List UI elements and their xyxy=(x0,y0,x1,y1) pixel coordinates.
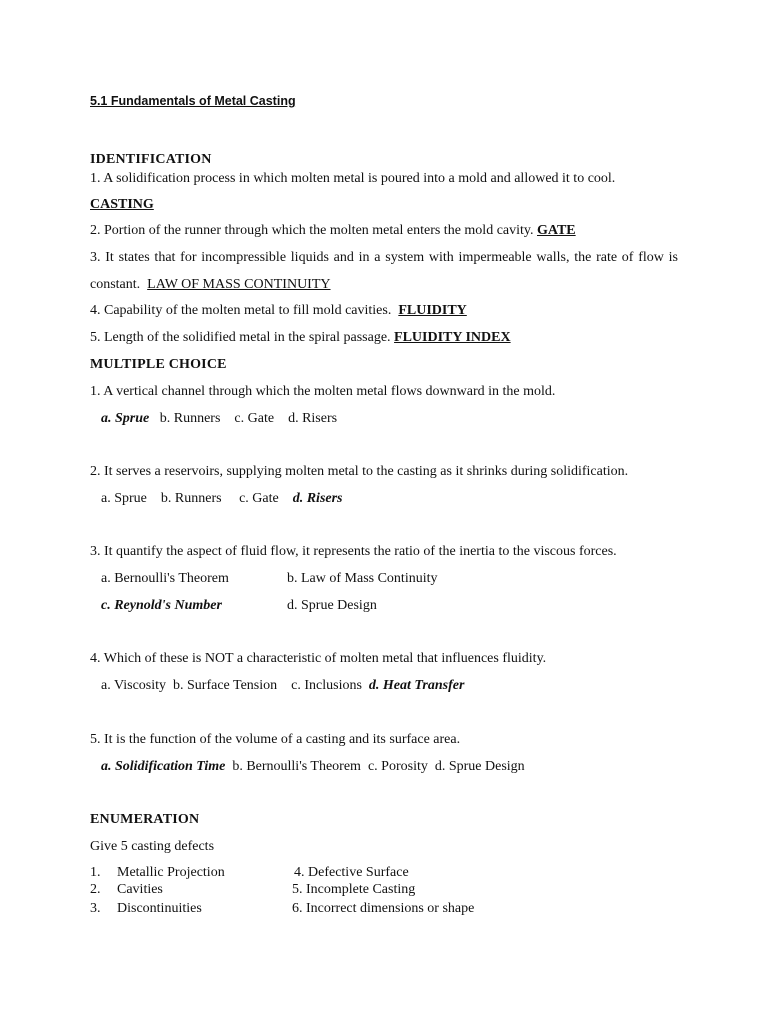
identification-question-3: 3. It states that for incompressible liquids and in a system with impermeable walls, the rate of flow is constant. xyxy=(90,250,678,292)
enumeration-item-2: Cavities xyxy=(117,882,163,897)
identification-item-2 xyxy=(90,222,576,240)
enumeration-item-3: Discontinuities xyxy=(117,901,202,916)
mc5-choice-b: b. Bernoulli's Theorem xyxy=(232,759,361,774)
mc-question-3: 3. It quantify the aspect of fluid flow, it represents the ratio of the inertia to the viscous forces. xyxy=(90,544,617,559)
enumeration-item-5: 5. Incomplete Casting xyxy=(292,882,416,897)
page-title: 5.1 Fundamentals of Metal Casting xyxy=(90,94,296,108)
mc2-choice-a: a. Sprue xyxy=(101,491,147,506)
identification-question-4: 4. Capability of the molten metal to fill mold cavities. xyxy=(90,303,392,318)
identification-heading: IDENTIFICATION xyxy=(90,152,212,167)
mc2-choice-b: b. Runners xyxy=(160,491,222,506)
mc1-choice-c: c. Gate xyxy=(234,411,275,426)
mc4-choice-d: d. Heat Transfer xyxy=(368,678,465,693)
mc4-choice-a: a. Viscosity xyxy=(101,678,167,693)
identification-item-3 xyxy=(90,244,678,298)
mc-question-2: 2. It serves a reservoirs, supplying molten metal to the casting as it shrinks during solidification. xyxy=(90,464,629,479)
mc2-choice-c: c. Gate xyxy=(239,491,279,506)
mc3-choice-c: c. Reynold's Number xyxy=(101,598,222,613)
mc2-choice-d: d. Risers xyxy=(292,491,343,506)
mc-choices-1 xyxy=(101,410,337,428)
mc5-choice-c: c. Porosity xyxy=(367,759,428,774)
mc5-choice-d: d. Sprue Design xyxy=(434,759,525,774)
identification-answer-2: GATE xyxy=(537,223,576,238)
mc3-choice-b: b. Law of Mass Continuity xyxy=(287,571,438,586)
mc-question-5: 5. It is the function of the volume of a casting and its surface area. xyxy=(90,732,461,747)
identification-question-1: 1. A solidification process in which molten metal is poured into a mold and allowed it to cool. xyxy=(90,171,616,186)
mc1-choice-a: a. Sprue xyxy=(101,411,150,426)
enumeration-prompt: Give 5 casting defects xyxy=(90,839,215,854)
identification-question-2: 2. Portion of the runner through which the molten metal enters the mold cavity. xyxy=(90,223,534,238)
mc4-choice-b: b. Surface Tension xyxy=(173,678,278,693)
mc-question-1: 1. A vertical channel through which the molten metal flows downward in the mold. xyxy=(90,384,556,399)
enumeration-item-6: 6. Incorrect dimensions or shape xyxy=(292,901,475,916)
enumeration-item-4: 4. Defective Surface xyxy=(294,865,409,880)
enumeration-heading: ENUMERATION xyxy=(90,812,200,827)
mc-choices-2 xyxy=(101,490,343,508)
identification-answer-3: LAW OF MASS CONTINUITY xyxy=(147,277,331,292)
mc-question-4: 4. Which of these is NOT a characteristic of molten metal that influences fluidity. xyxy=(90,651,547,666)
multiple-choice-heading: MULTIPLE CHOICE xyxy=(90,357,227,372)
enumeration-number-1: 1. xyxy=(90,865,101,880)
identification-answer-5: FLUIDITY INDEX xyxy=(394,330,511,345)
mc5-choice-a: a. Solidification Time xyxy=(101,759,226,774)
identification-item-4 xyxy=(90,302,467,320)
identification-answer-1: CASTING xyxy=(90,197,154,212)
mc1-choice-d: d. Risers xyxy=(288,411,338,426)
identification-item-5 xyxy=(90,329,511,347)
mc-choices-4 xyxy=(101,677,464,695)
mc3-choice-d: d. Sprue Design xyxy=(287,598,377,613)
mc3-choice-a: a. Bernoulli's Theorem xyxy=(101,571,229,586)
mc-choices-5 xyxy=(101,758,525,776)
mc4-choice-c: c. Inclusions xyxy=(291,678,362,693)
enumeration-number-3: 3. xyxy=(90,901,101,916)
enumeration-number-2: 2. xyxy=(90,882,101,897)
enumeration-item-1: Metallic Projection xyxy=(117,865,225,880)
identification-question-5: 5. Length of the solidified metal in the spiral passage. xyxy=(90,330,391,345)
mc1-choice-b: b. Runners xyxy=(159,411,221,426)
identification-answer-4: FLUIDITY xyxy=(398,303,467,318)
